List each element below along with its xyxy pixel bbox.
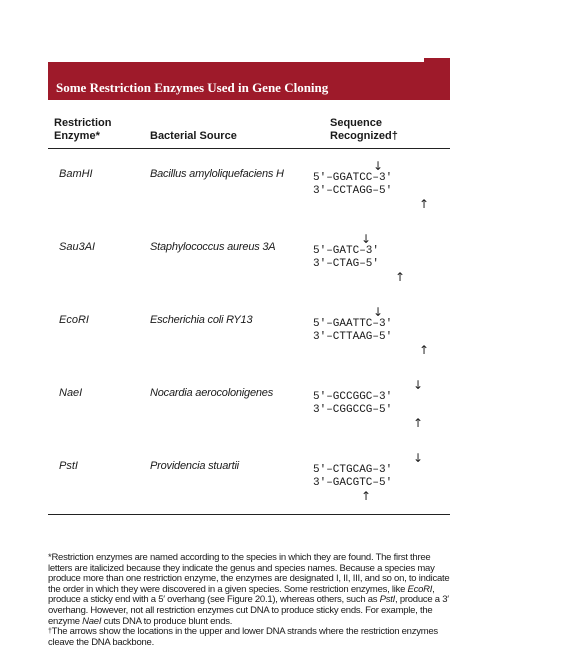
footnote-asterisk [48,553,452,627]
title-bar-tab [424,58,450,64]
footnote-text: cuts DNA to produce blunt ends. [101,615,233,627]
cut-down-arrow-icon: ↓ [373,305,384,319]
header-sequence [330,117,440,143]
sequence-bottom-strand: 3′–CTTAAG–5′ [313,331,393,343]
cut-up-arrow-icon: ↑ [413,416,424,430]
sequence-top-strand: 5′–GGATCC–3′ [313,172,393,184]
table-title: Some Restriction Enzymes Used in Gene Cloning [56,80,329,95]
footnote-italic-enzyme: PstI [379,594,396,606]
cut-up-arrow-icon: ↑ [395,270,406,284]
table-body [48,149,450,514]
bacterial-source: Nocardia aerocolonigenes [150,387,274,399]
table-row [48,441,450,514]
cut-down-arrow-icon: ↓ [413,378,424,392]
footnote-italic-enzyme: NaeI [82,615,102,627]
enzyme-name: EcoRI [59,314,89,326]
sequence-bottom-strand: 3′–CCTAGG–5′ [313,185,393,197]
cut-up-arrow-icon: ↑ [361,489,372,503]
sequence-top-strand: 5′–CTGCAG–3′ [313,464,393,476]
table-header-row [48,100,450,149]
footnote-italic-enzyme: EcoRI [407,583,433,595]
table-row [48,295,450,368]
table-footnotes [48,553,452,648]
footnote-text: , produce a sticky end with a 5′ overhang (see Figure 20.1), whereas others, such as [48,583,435,606]
footnote-text: , produce a 3′ overhang. However, not all restriction enzymes cut DNA to produce sticky ends. For example, the enzyme [48,594,449,627]
header-enzyme-line1: Restriction [54,117,112,129]
bacterial-source: Staphylococcus aureus 3A [150,241,276,253]
footnote-dagger [48,627,452,648]
sequence-bottom-strand: 3′–CGGCCG–5′ [313,404,393,416]
header-sequence-line2: Recognized† [330,130,398,142]
enzyme-name: PstI [59,460,78,472]
sequence-bottom-strand: 3′–GACGTC–5′ [313,477,393,489]
dagger-mark: † [48,628,52,636]
footnote-text: The arrows show the locations in the upper and lower DNA strands where the restriction enzymes cleave the DNA backbone. [48,626,438,648]
header-sequence-line1: Sequence [330,117,382,129]
enzyme-name: Sau3AI [59,241,96,253]
sequence-top-strand: 5′–GCCGGC–3′ [313,391,393,403]
bacterial-source: Bacillus amyloliquefaciens H [150,168,284,180]
table-title-bar [48,62,450,100]
header-source: Bacterial Source [150,130,237,142]
enzyme-name: NaeI [59,387,83,399]
sequence-top-strand: 5′–GAATTC–3′ [313,318,393,330]
sequence-bottom-strand: 3′–CTAG–5′ [313,258,380,270]
cut-down-arrow-icon: ↓ [413,451,424,465]
header-enzyme-line2: Enzyme* [54,130,100,142]
cut-down-arrow-icon: ↓ [361,232,372,246]
cut-up-arrow-icon: ↑ [419,343,430,357]
footnote-text: *Restriction enzymes are named according to the species in which they are found. The first three letters are italicized because they indicate the genus and species names. Because a species may produce more than one restriction enzyme, the enzymes are designated I, II, III, and so on, to indicate the order in which they were discovered in a given species. Some restriction enzymes, like [48,552,450,595]
table-row [48,149,450,222]
enzyme-name: BamHI [59,168,93,180]
header-enzyme [54,117,134,143]
cut-up-arrow-icon: ↑ [419,197,430,211]
table-row [48,368,450,441]
cut-down-arrow-icon: ↓ [373,159,384,173]
table-bottom-rule [48,514,450,515]
bacterial-source: Providencia stuartii [150,460,239,472]
sequence-top-strand: 5′–GATC–3′ [313,245,380,257]
bacterial-source: Escherichia coli RY13 [150,314,253,326]
restriction-enzymes-table [48,62,450,515]
table-row [48,222,450,295]
